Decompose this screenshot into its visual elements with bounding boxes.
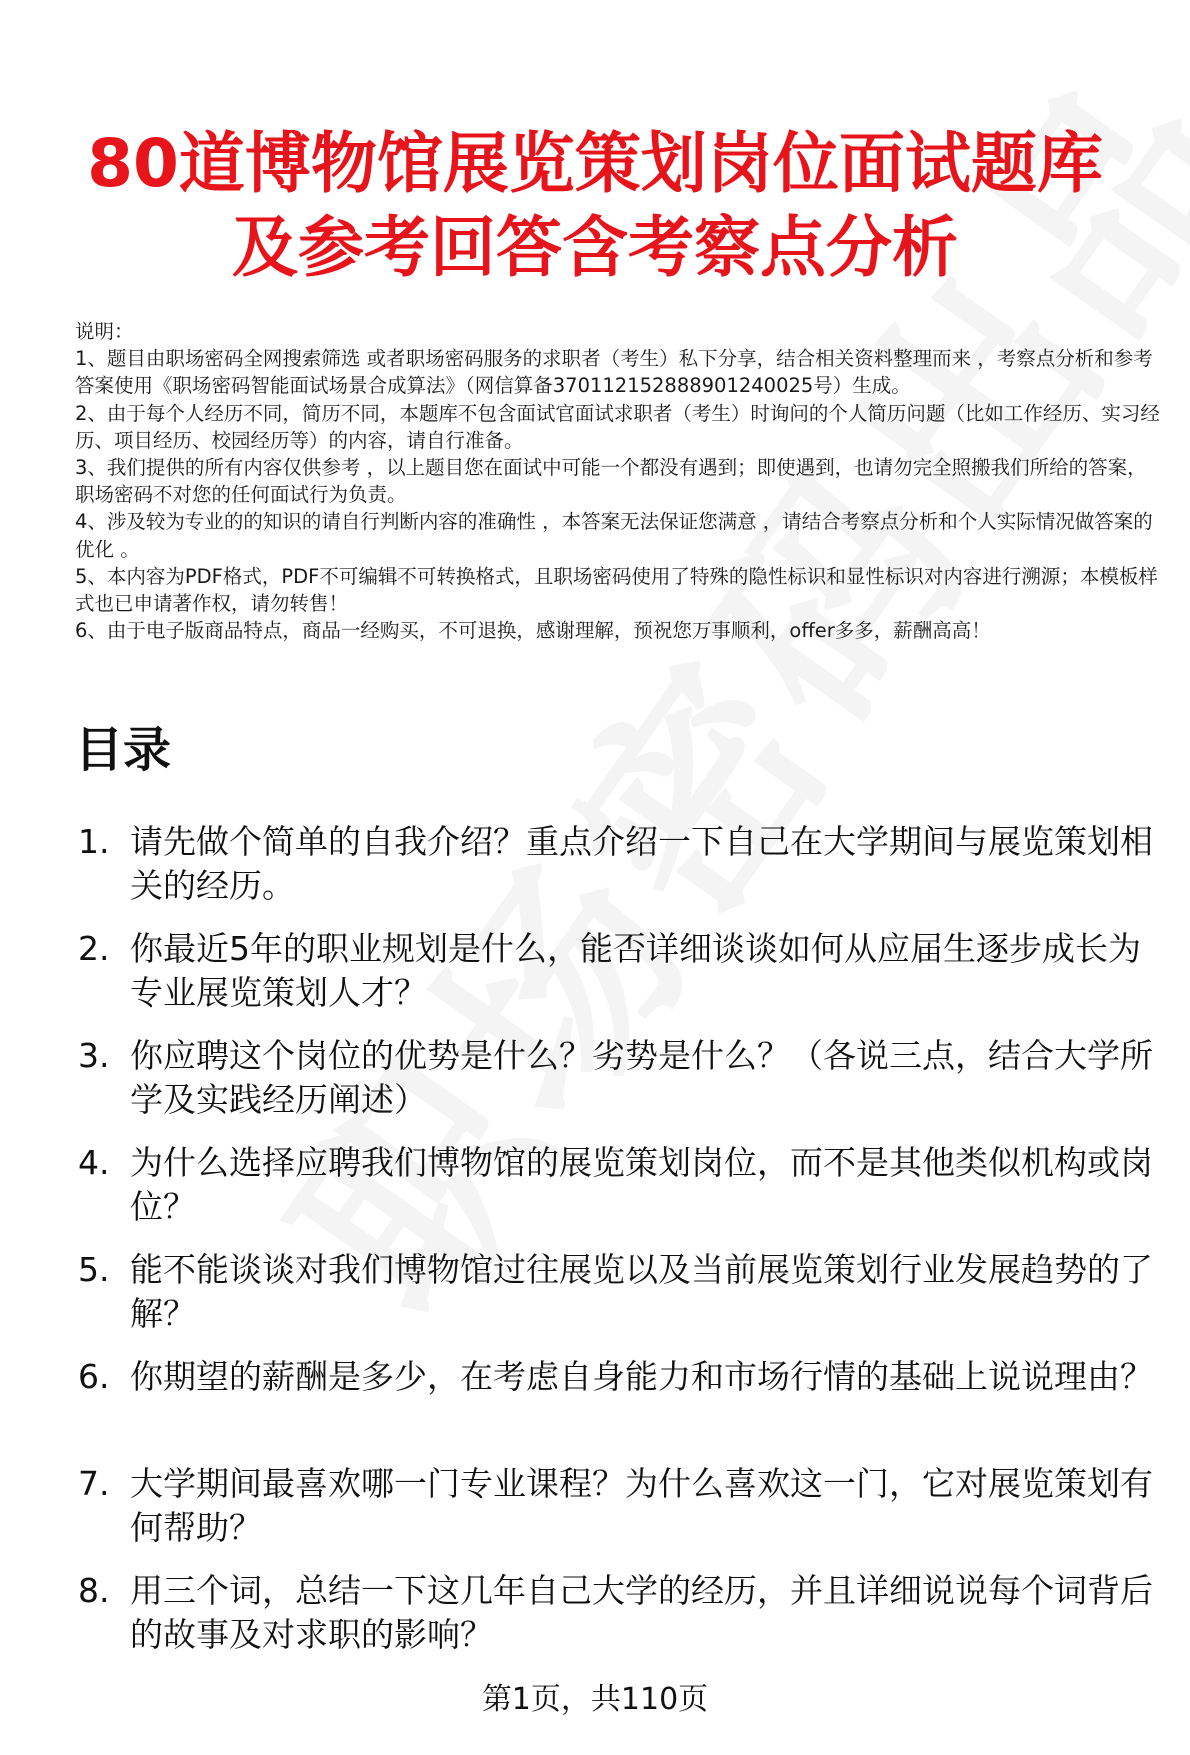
toc-item-text: 你期望的薪酬是多少，在考虑自身能力和市场行情的基础上说说理由？ bbox=[130, 1357, 1153, 1396]
toc-item[interactable] bbox=[78, 1355, 1168, 1443]
notes-item: 6、由于电子版商品特点，商品一经购买，不可退换，感谢理解，预祝您万事顺利，offer多多，薪酬高高！ bbox=[75, 619, 991, 643]
toc-item-text: 能不能谈谈对我们博物馆过往展览以及当前展览策划行业发展趋势的了解？ bbox=[130, 1250, 1153, 1333]
toc-item[interactable] bbox=[78, 1462, 1168, 1550]
toc-item-text: 请先做个简单的自我介绍？重点介绍一下自己在大学期间与展览策划相关的经历。 bbox=[130, 822, 1153, 905]
page-footer: 第1页，共110页 bbox=[481, 1682, 709, 1717]
notes-heading: 说明： bbox=[75, 320, 134, 343]
toc-item-number: 3. bbox=[78, 1036, 110, 1075]
toc-item-number: 6. bbox=[78, 1357, 110, 1396]
notes-item: 1、题目由职场密码全网搜索筛选 或者职场密码服务的求职者（考生）私下分享，结合相关资料整理而来 ，考察点分析和参考答案使用《职场密码智能面试场景合成算法》（网信算备370112152888901240025号）生成。 bbox=[75, 347, 1153, 398]
toc-item-number: 2. bbox=[78, 929, 110, 968]
toc-item[interactable] bbox=[78, 927, 1168, 1015]
toc-item-text: 用三个词，总结一下这几年自己大学的经历，并且详细说说每个词背后的故事及对求职的影响？ bbox=[130, 1571, 1153, 1654]
toc-item-text: 你最近5年的职业规划是什么，能否详细谈谈如何从应届生逐步成长为专业展览策划人才？ bbox=[130, 929, 1141, 1012]
toc-item[interactable] bbox=[78, 1141, 1168, 1229]
toc-item[interactable] bbox=[78, 820, 1168, 908]
toc-item[interactable] bbox=[78, 1569, 1168, 1657]
toc-item-number: 1. bbox=[78, 822, 110, 861]
notes-item: 5、本内容为PDF格式，PDF不可编辑不可转换格式，且职场密码使用了特殊的隐性标识和显性标识对内容进行溯源；本模板样式也已申请著作权，请勿转售！ bbox=[75, 564, 1158, 616]
toc-item[interactable] bbox=[78, 1248, 1168, 1336]
toc-item-text: 为什么选择应聘我们博物馆的展览策划岗位，而不是其他类似机构或岗位？ bbox=[130, 1143, 1153, 1226]
toc-list bbox=[78, 820, 1168, 1676]
notes-item: 3、我们提供的所有内容仅供参考 ，以上题目您在面试中可能一个都没有遇到；即使遇到，也请勿完全照搬我们所给的答案，职场密码不对您的任何面试行为负责。 bbox=[75, 456, 1147, 507]
notes-section bbox=[75, 318, 1165, 644]
toc-item-number: 4. bbox=[78, 1143, 110, 1182]
toc-item-text: 你应聘这个岗位的优势是什么？劣势是什么？（各说三点，结合大学所学及实践经历阐述） bbox=[130, 1036, 1153, 1119]
toc-item[interactable] bbox=[78, 1034, 1168, 1122]
toc-item-number: 7. bbox=[78, 1464, 110, 1503]
toc-item-number: 8. bbox=[78, 1571, 110, 1610]
document-title: 80道博物馆展览策划岗位面试题库及参考回答含考察点分析 bbox=[87, 125, 1103, 286]
toc-item-number: 5. bbox=[78, 1250, 110, 1289]
notes-item: 4、涉及较为专业的的知识的请自行判断内容的准确性 ，本答案无法保证您满意 ，请结合考察点分析和个人实际情况做答案的优化 。 bbox=[75, 510, 1153, 561]
toc-heading: 目录 bbox=[75, 722, 172, 778]
notes-item: 2、由于每个人经历不同，简历不同，本题库不包含面试官面试求职者（考生）时询问的个人简历问题（比如工作经历、实习经历、项目经历、校园经历等）的内容，请自行准备。 bbox=[75, 401, 1160, 452]
toc-item-text: 大学期间最喜欢哪一门专业课程？为什么喜欢这一门，它对展览策划有何帮助？ bbox=[130, 1464, 1153, 1547]
